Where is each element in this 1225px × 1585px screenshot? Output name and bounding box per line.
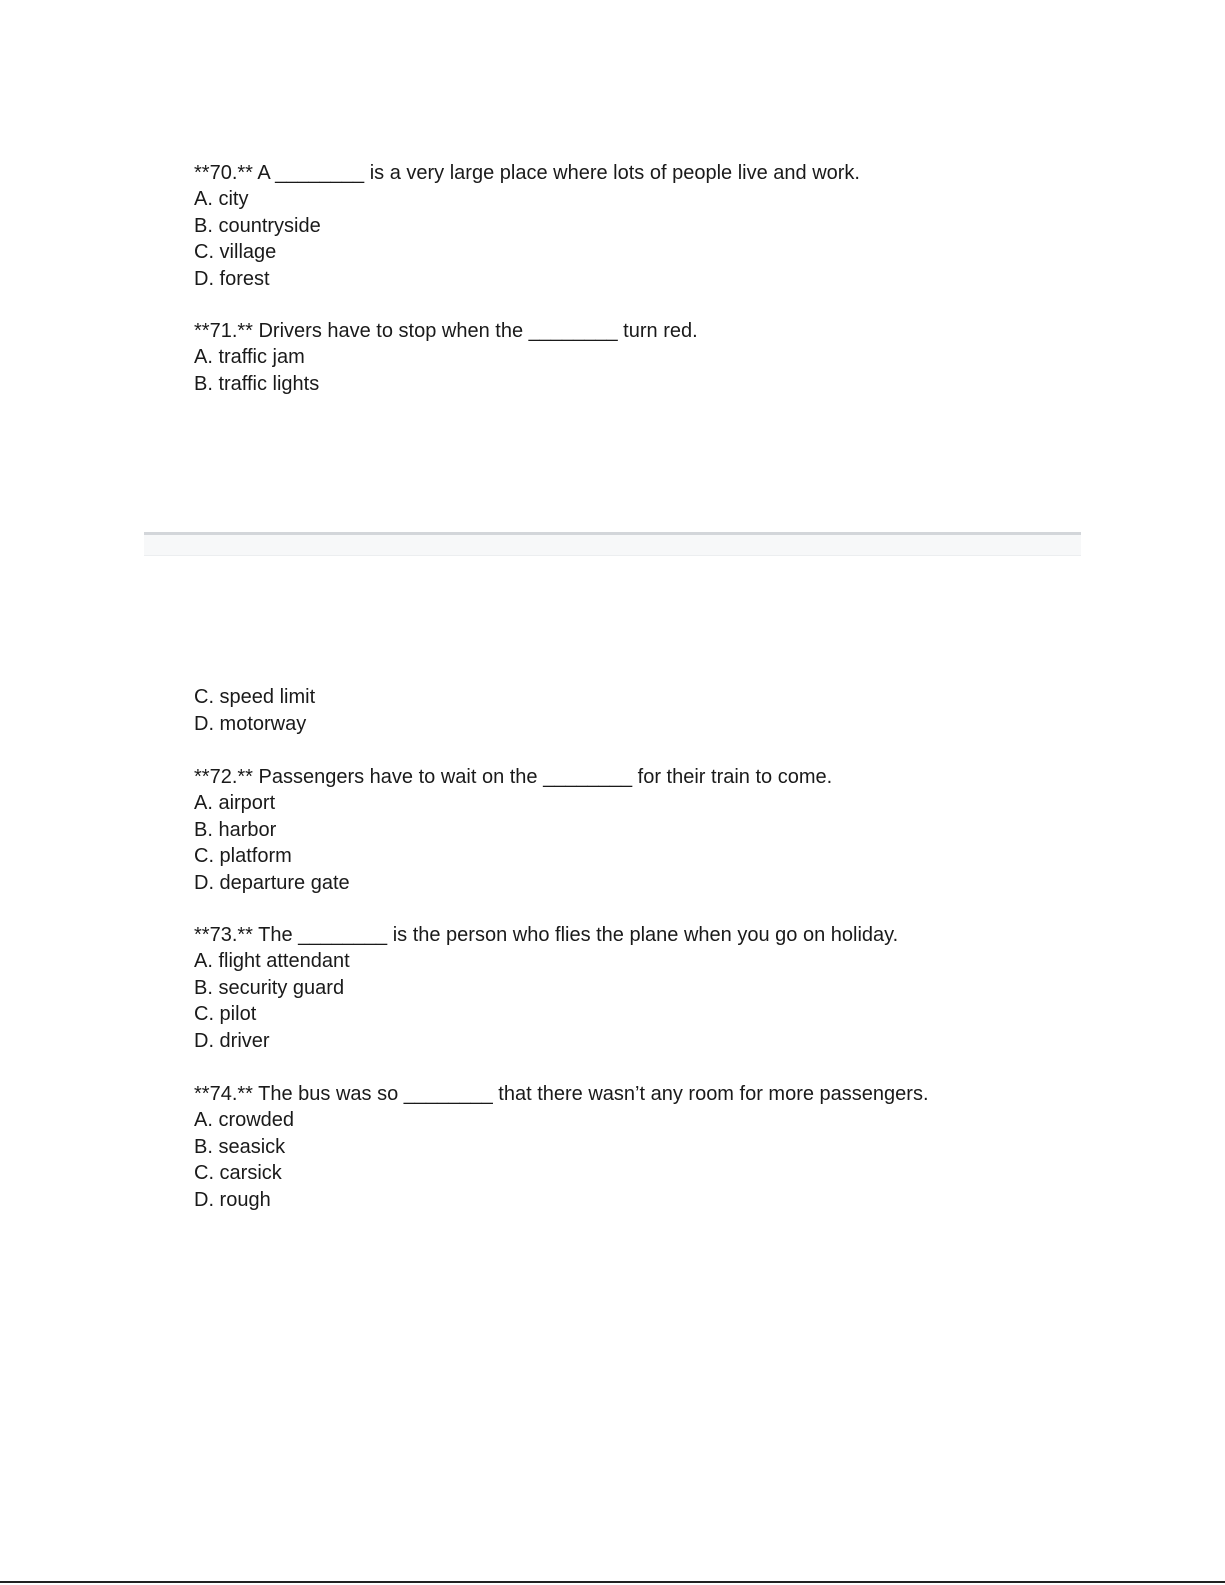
question-70 (194, 160, 1094, 292)
option-a: A. traffic jam (194, 346, 305, 368)
option-d: D. driver (194, 1029, 270, 1052)
option-c: C. speed limit (194, 686, 316, 708)
option-c: C. platform (194, 845, 292, 867)
question-71 (194, 318, 1094, 397)
question-stem: **74.** The bus was so ________ that there wasn’t any room for more passengers. (194, 1083, 929, 1105)
page-break (144, 532, 1081, 556)
option-b: B. traffic lights (194, 372, 320, 395)
option-c: C. village (194, 241, 277, 263)
option-c: C. pilot (194, 1003, 257, 1025)
option-c: C. carsick (194, 1162, 282, 1184)
question-73 (194, 922, 1094, 1054)
option-d: D. rough (194, 1188, 271, 1211)
question-stem: **72.** Passengers have to wait on the ________ for their train to come. (194, 766, 833, 788)
option-d: D. motorway (194, 712, 307, 735)
question-71-continued (194, 684, 1094, 737)
option-d: D. forest (194, 267, 270, 290)
question-72 (194, 764, 1094, 896)
option-d: D. departure gate (194, 871, 350, 894)
question-stem: **71.** Drivers have to stop when the ________ turn red. (194, 320, 698, 342)
page-bottom-rule (0, 1581, 1225, 1583)
option-a: A. crowded (194, 1109, 295, 1131)
option-b: B. countryside (194, 214, 321, 237)
option-a: A. airport (194, 792, 276, 814)
question-stem: **73.** The ________ is the person who flies the plane when you go on holiday. (194, 924, 899, 946)
option-b: B. security guard (194, 976, 345, 999)
question-74 (194, 1081, 1094, 1213)
option-b: B. harbor (194, 818, 277, 841)
option-b: B. seasick (194, 1135, 286, 1158)
option-a: A. flight attendant (194, 950, 350, 972)
option-a: A. city (194, 188, 249, 210)
question-stem: **70.** A ________ is a very large place where lots of people live and work. (194, 162, 860, 184)
